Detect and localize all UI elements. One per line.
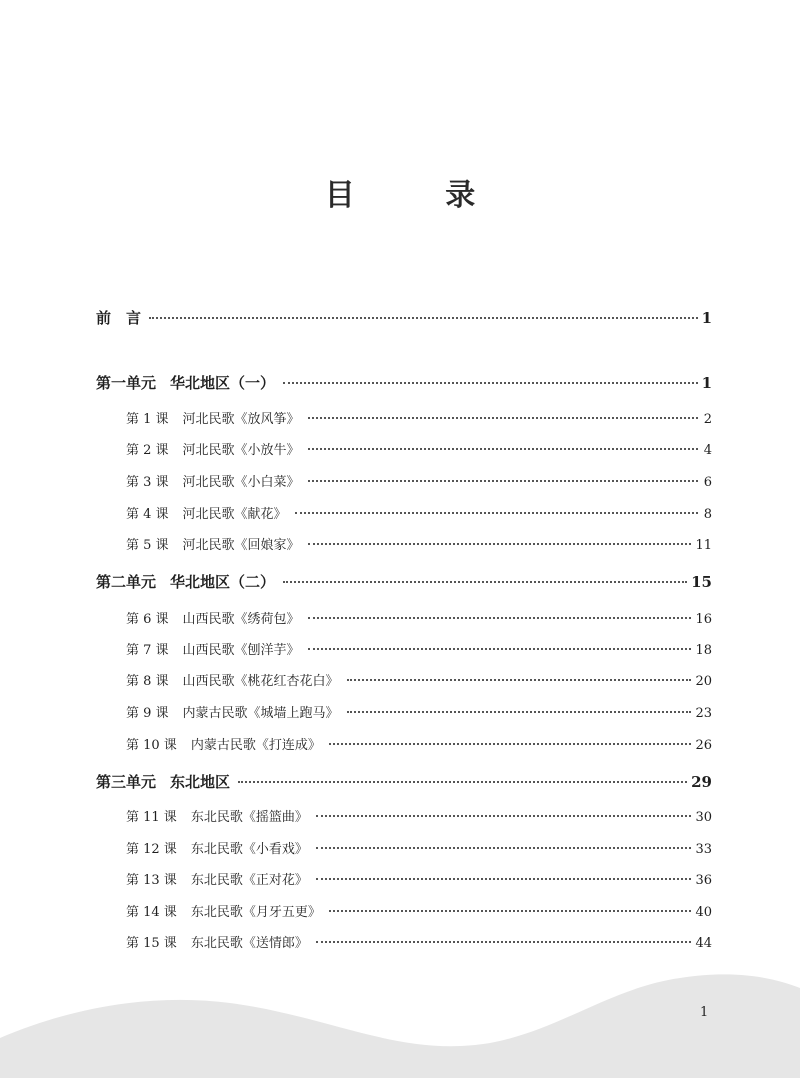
toc-page-number: 26 bbox=[695, 738, 712, 753]
toc-page-number: 1 bbox=[701, 309, 712, 327]
toc-page-number: 16 bbox=[695, 612, 712, 627]
toc-lesson[interactable] bbox=[126, 608, 712, 627]
toc-entry-label: 前 言 bbox=[96, 309, 142, 327]
toc-page-number: 33 bbox=[695, 842, 712, 857]
toc-page-number: 30 bbox=[695, 810, 712, 825]
lesson-title: 河北民歌《献花》 bbox=[182, 507, 287, 522]
dot-leader bbox=[283, 382, 698, 384]
toc-lesson[interactable] bbox=[126, 869, 712, 888]
lesson-title: 山西民歌《桃花红杏花白》 bbox=[182, 674, 339, 689]
lesson-number: 第 1 课 bbox=[126, 412, 169, 427]
lesson-number: 第 6 课 bbox=[126, 612, 169, 627]
toc-page-number: 40 bbox=[695, 905, 712, 920]
lesson-title: 东北民歌《送情郎》 bbox=[190, 936, 308, 951]
unit-title: 东北地区 bbox=[170, 773, 231, 791]
toc-page-number: 29 bbox=[691, 773, 712, 791]
lesson-title: 河北民歌《小放牛》 bbox=[182, 443, 300, 458]
dot-leader bbox=[308, 417, 698, 419]
dot-leader bbox=[347, 679, 692, 681]
lesson-number: 第 13 课 bbox=[126, 873, 177, 888]
toc-lesson[interactable] bbox=[126, 408, 712, 427]
toc-unit-3[interactable] bbox=[96, 771, 712, 792]
dot-leader bbox=[295, 512, 698, 514]
dot-leader bbox=[308, 617, 692, 619]
toc-lesson[interactable] bbox=[126, 901, 712, 920]
unit-number: 第一单元 bbox=[96, 374, 157, 392]
lesson-title: 内蒙古民歌《城墙上跑马》 bbox=[182, 706, 339, 721]
lesson-number: 第 15 课 bbox=[126, 936, 177, 951]
dot-leader bbox=[329, 743, 692, 745]
toc-lesson[interactable] bbox=[126, 503, 712, 522]
dot-leader bbox=[316, 815, 692, 817]
lesson-number: 第 5 课 bbox=[126, 538, 169, 553]
lesson-number: 第 7 课 bbox=[126, 643, 169, 658]
lesson-number: 第 11 课 bbox=[126, 810, 177, 825]
toc-lesson[interactable] bbox=[126, 471, 712, 490]
lesson-number: 第 14 课 bbox=[126, 905, 177, 920]
unit-number: 第三单元 bbox=[96, 773, 157, 791]
lesson-title: 东北民歌《摇篮曲》 bbox=[190, 810, 308, 825]
toc-page-number: 18 bbox=[695, 643, 712, 658]
dot-leader bbox=[149, 317, 698, 319]
lesson-title: 河北民歌《放风筝》 bbox=[182, 412, 300, 427]
dot-leader bbox=[316, 941, 692, 943]
footer-wave-decoration bbox=[0, 948, 800, 1078]
dot-leader bbox=[347, 711, 692, 713]
toc-page-number: 23 bbox=[695, 706, 712, 721]
dot-leader bbox=[308, 448, 698, 450]
lesson-title: 东北民歌《正对花》 bbox=[190, 873, 308, 888]
lesson-title: 内蒙古民歌《打连成》 bbox=[190, 738, 321, 753]
toc-lesson[interactable] bbox=[126, 670, 712, 689]
toc-page-number: 20 bbox=[695, 674, 712, 689]
toc-lesson[interactable] bbox=[126, 838, 712, 857]
lesson-title: 河北民歌《回娘家》 bbox=[182, 538, 300, 553]
unit-title: 华北地区（二） bbox=[170, 573, 276, 591]
dot-leader bbox=[316, 847, 692, 849]
dot-leader bbox=[308, 543, 692, 545]
toc-lesson[interactable] bbox=[126, 534, 712, 553]
lesson-number: 第 2 课 bbox=[126, 443, 169, 458]
lesson-number: 第 8 课 bbox=[126, 674, 169, 689]
dot-leader bbox=[308, 480, 698, 482]
toc-lesson[interactable] bbox=[126, 702, 712, 721]
lesson-number: 第 9 课 bbox=[126, 706, 169, 721]
toc-lesson[interactable] bbox=[126, 734, 712, 753]
page-title: 目 录 bbox=[324, 178, 516, 213]
dot-leader bbox=[329, 910, 692, 912]
lesson-number: 第 3 课 bbox=[126, 475, 169, 490]
dot-leader bbox=[238, 781, 687, 783]
toc-page-number: 1 bbox=[701, 374, 712, 392]
toc-page-number: 8 bbox=[703, 507, 712, 522]
toc-page-number: 6 bbox=[703, 475, 712, 490]
toc-page-number: 36 bbox=[695, 873, 712, 888]
page-number: 1 bbox=[700, 1005, 709, 1020]
toc-lesson[interactable] bbox=[126, 639, 712, 658]
dot-leader bbox=[308, 648, 692, 650]
unit-number: 第二单元 bbox=[96, 573, 157, 591]
wave-shape bbox=[0, 974, 800, 1078]
toc-lesson[interactable] bbox=[126, 439, 712, 458]
dot-leader bbox=[316, 878, 692, 880]
lesson-number: 第 12 课 bbox=[126, 842, 177, 857]
lesson-title: 山西民歌《刨洋芋》 bbox=[182, 643, 300, 658]
unit-title: 华北地区（一） bbox=[170, 374, 276, 392]
toc-entry-preface[interactable] bbox=[96, 307, 712, 328]
toc-page-number: 4 bbox=[703, 443, 712, 458]
lesson-number: 第 4 课 bbox=[126, 507, 169, 522]
lesson-title: 东北民歌《小看戏》 bbox=[190, 842, 308, 857]
toc-page-number: 2 bbox=[703, 412, 712, 427]
lesson-number: 第 10 课 bbox=[126, 738, 177, 753]
dot-leader bbox=[283, 581, 687, 583]
toc-unit-2[interactable] bbox=[96, 571, 712, 592]
toc-page-number: 11 bbox=[695, 538, 712, 553]
toc-lesson[interactable] bbox=[126, 806, 712, 825]
lesson-title: 河北民歌《小白菜》 bbox=[182, 475, 300, 490]
lesson-title: 山西民歌《绣荷包》 bbox=[182, 612, 300, 627]
toc-page-number: 44 bbox=[695, 936, 712, 951]
lesson-title: 东北民歌《月牙五更》 bbox=[190, 905, 321, 920]
toc-unit-1[interactable] bbox=[96, 372, 712, 393]
toc-page-number: 15 bbox=[691, 573, 712, 591]
